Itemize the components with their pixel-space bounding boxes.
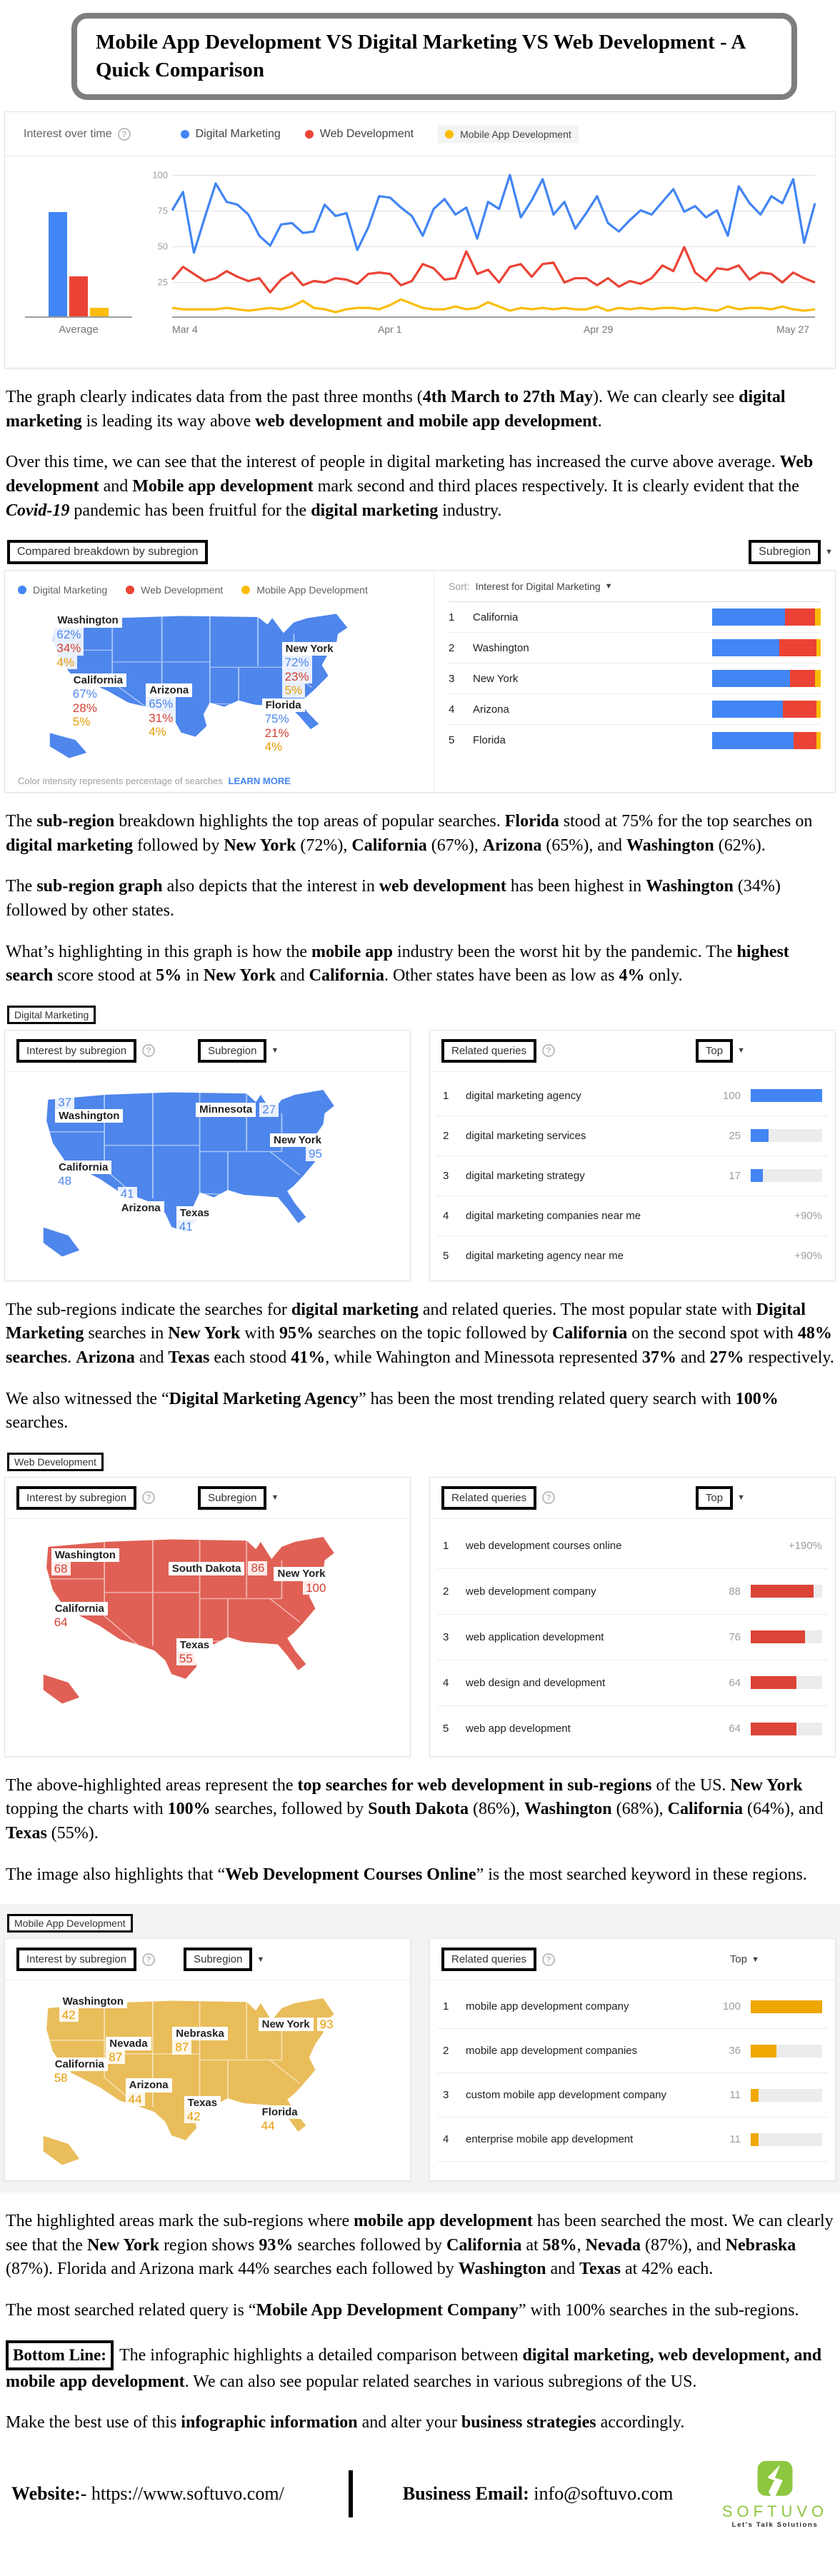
dm-us-map[interactable] — [12, 1076, 403, 1268]
email-label: Business Email: — [402, 2483, 529, 2505]
ranking-row-arizona[interactable]: 4 Arizona — [449, 694, 821, 725]
digital-marketing-section-header — [7, 1006, 833, 1024]
query-row[interactable]: 1 digital marketing agency 100 — [437, 1076, 828, 1116]
interest-over-time-card — [4, 111, 836, 369]
yellow-dot-icon — [241, 586, 250, 594]
top-dropdown[interactable]: Top — [696, 1039, 733, 1063]
stacked-bar — [712, 732, 821, 749]
query-row[interactable]: 1 mobile app development company 100 — [437, 1985, 828, 2029]
web-development-section — [4, 1477, 836, 1757]
paragraph-dm-agency-query: We also witnessed the “Digital Marketing Agency” has been the most trending related query search with 100% searches. — [6, 1389, 779, 1433]
paragraph-mad-subregions: The highlighted areas mark the sub-regions where mobile app development has been searched the most. We can clearly see that the New York region shows 93% searches followed by California at 58%, Nevada (87%), and Nebraska (87%). Florida and Arizona mark 44% searches each followed by Washington and Texas at 42% each. — [6, 2212, 834, 2279]
query-row[interactable]: 4 web design and development 64 — [437, 1660, 828, 1706]
footer-divider — [349, 2470, 353, 2517]
blue-dot-icon — [18, 586, 26, 594]
chevron-down-icon[interactable]: ▼ — [271, 1493, 279, 1503]
chevron-down-icon[interactable]: ▼ — [271, 1046, 279, 1056]
query-row[interactable]: 2 mobile app development companies 36 — [437, 2029, 828, 2073]
ranking-row-new-york[interactable]: 3 New York — [449, 663, 821, 694]
compared-map-panel — [5, 571, 434, 792]
dm-related-queries-card — [429, 1030, 836, 1281]
query-row[interactable]: 4 enterprise mobile app development 11 — [437, 2118, 828, 2162]
chevron-down-icon[interactable]: ▼ — [604, 581, 613, 591]
paragraph-dm-subregions: The sub-regions indicate the searches for digital marketing and related queries. The most popular state with Digital Marketing searches in New York with 95% searches on the topic followed by California on the second spot with 48% searches. Arizona and Texas each stood 41%, while Wahington and Minessota represented 37% and 27% respectively. — [6, 1300, 834, 1367]
wd-interest-by-subregion-card — [4, 1477, 411, 1757]
dm-map-header — [5, 1031, 410, 1072]
query-row[interactable]: 5 digital marketing agency near me +90% — [443, 1250, 822, 1263]
average-bar-chart — [25, 175, 132, 342]
red-dot-icon — [126, 586, 134, 594]
average-bar-digital-marketing[interactable] — [49, 212, 67, 316]
mobile-app-section — [0, 1904, 840, 2192]
sort-dropdown[interactable]: Interest for Digital Marketing — [475, 580, 601, 592]
yellow-dot-icon — [445, 130, 454, 139]
chevron-down-icon[interactable]: ▼ — [256, 1955, 265, 1964]
mobile-app-section-label: Mobile App Development — [7, 1914, 133, 1933]
chart-legend — [181, 126, 579, 143]
paragraph-closing: Make the best use of this infographic information and alter your business strategies accordingly. — [6, 2413, 685, 2432]
map-label-new-york: New York 95 — [270, 1133, 325, 1161]
query-row[interactable]: 1 web development courses online +190% — [437, 1523, 828, 1569]
paragraph-trend-summary: The graph clearly indicates data from the past three months (4th March to 27th May). We can clearly see digital marketing is leading its way above web development and mobile app development. — [6, 388, 786, 431]
map-label-arizona: Arizona 65% 31% 4% — [146, 683, 192, 739]
red-dot-icon — [305, 130, 314, 139]
digital-marketing-section-label: Digital Marketing — [7, 1006, 96, 1024]
map-label-florida: Florida 44 — [259, 2105, 301, 2133]
compared-breakdown-card — [4, 570, 836, 793]
subregion-dropdown[interactable]: Subregion — [198, 1039, 266, 1063]
softuvo-logo-text: SOFTUVO — [721, 2502, 829, 2520]
map-label-nebraska: Nebraska 87 — [172, 2027, 228, 2055]
mad-map-header — [5, 1939, 410, 1980]
y-tick-25: 25 — [157, 276, 168, 288]
query-bar — [751, 1630, 822, 1643]
x-tick-may27: May 27 — [776, 324, 809, 336]
dm-map-body — [5, 1072, 410, 1272]
compared-ranking-panel — [434, 571, 835, 792]
map-label-new-york: New York 93 — [259, 2018, 336, 2032]
map-label-texas: Texas 42 — [184, 2096, 221, 2124]
mad-queries-list — [430, 1980, 835, 2166]
compared-breakdown-section — [0, 540, 840, 793]
subregion-dropdown[interactable]: Subregion — [749, 540, 821, 564]
help-icon[interactable]: ? — [542, 1044, 555, 1057]
map-label-california: California 58 — [51, 2058, 108, 2085]
query-bar — [751, 1676, 822, 1689]
query-row[interactable]: 5 web app development 64 — [437, 1706, 828, 1752]
interest-over-time-header — [5, 112, 835, 156]
paragraph-bottom-line: Bottom Line: The infographic highlights a detailed comparison between digital marketing, web development, and mobile app development. We can also see popular related searches in various subregions of the US. — [6, 2340, 834, 2395]
query-bar — [751, 1129, 822, 1142]
mad-queries-header — [430, 1939, 835, 1980]
sort-label: Sort: — [449, 580, 470, 592]
ranking-row-washington[interactable]: 2 Washington — [449, 633, 821, 663]
map-label-nevada: Nevada 87 — [106, 2037, 151, 2065]
x-tick-apr29: Apr 29 — [584, 324, 614, 336]
legend-item-web-development: Web Development — [305, 128, 414, 141]
line-chart[interactable] — [152, 169, 815, 342]
interest-by-subregion-label: Interest by subregion — [16, 1948, 136, 1971]
map-label-arizona: Arizona 44 — [126, 2078, 172, 2106]
stacked-bar — [712, 701, 821, 718]
interest-by-subregion-label: Interest by subregion — [16, 1486, 136, 1510]
legend-item-mobile-app-development: Mobile App Development — [241, 584, 368, 596]
average-bars — [25, 175, 132, 318]
x-axis-labels — [172, 324, 815, 342]
top-dropdown[interactable]: Top — [696, 1486, 733, 1510]
paragraph-mad-company-query: The most searched related query is “Mobile App Development Company” with 100% searches in the sub-regions. — [6, 2300, 799, 2320]
chevron-down-icon[interactable]: ▼ — [751, 1955, 759, 1964]
ranking-row-california[interactable]: 1 California — [449, 602, 821, 633]
mad-interest-by-subregion-card — [4, 1938, 411, 2181]
wd-map-body — [5, 1519, 410, 1719]
website-label: Website:- — [11, 2483, 87, 2505]
mobile-app-cards — [4, 1938, 836, 2181]
query-row[interactable]: 3 web application development 76 — [437, 1615, 828, 1660]
legend-item-mobile-app-development: Mobile App Development — [438, 126, 579, 143]
map-label-new-york: New York 72% 23% 5% — [282, 642, 337, 698]
help-icon[interactable]: ? — [118, 128, 131, 141]
help-icon[interactable]: ? — [142, 1953, 155, 1966]
compared-map-legend — [18, 578, 434, 602]
map-label-arizona: 41 Arizona — [118, 1187, 164, 1215]
x-tick-mar4: Mar 4 — [172, 324, 198, 336]
color-intensity-note: Color intensity represents percentage of searches LEARN MORE — [18, 776, 291, 787]
stacked-bar — [712, 608, 821, 626]
wd-us-map[interactable] — [12, 1523, 403, 1715]
query-row[interactable]: 3 custom mobile app development company 11 — [437, 2073, 828, 2118]
map-label-south-dakota: South Dakota 86 — [169, 1561, 268, 1575]
related-queries-label: Related queries — [441, 1039, 536, 1063]
paragraph-wd-subregions: The above-highlighted areas represent the top searches for web development in sub-regions of the US. New York topping the charts with 100% searches, followed by South Dakota (86%), Washington (68%), California (64%), and Texas (55%). — [6, 1775, 824, 1843]
wd-queries-list — [430, 1519, 835, 1756]
map-label-washington: Washington 42 — [59, 1995, 127, 2023]
related-queries-label: Related queries — [441, 1486, 536, 1510]
average-bar-web-development[interactable] — [69, 276, 88, 316]
legend-item-digital-marketing: Digital Marketing — [18, 584, 107, 596]
blue-dot-icon — [181, 130, 189, 139]
website-link[interactable]: https://www.softuvo.com/ — [91, 2483, 284, 2505]
related-queries-label: Related queries — [441, 1948, 536, 1971]
map-label-minnesota: Minnesota 27 — [196, 1103, 279, 1117]
query-bar — [751, 2000, 822, 2013]
interest-over-time-body — [5, 156, 835, 342]
average-bar-mobile-app-development[interactable] — [90, 308, 109, 316]
help-icon[interactable]: ? — [542, 1953, 555, 1966]
paragraph-web-dev-subregion: The sub-region graph also depicts that the interest in web development has been highest in Washington (34%) followed by other states. — [6, 877, 781, 921]
ranking-row-florida[interactable]: 5 Florida — [449, 725, 821, 756]
line-chart-plot-area[interactable] — [152, 169, 815, 318]
map-label-washington: Washington 68 — [51, 1548, 119, 1576]
page-title: Mobile App Development VS Digital Marketing VS Web Development - A Quick Comparison — [96, 31, 745, 82]
softuvo-logo-tagline: Let's Talk Solutions — [731, 2520, 819, 2529]
interest-over-time-label: Interest over time — [24, 127, 112, 140]
map-label-washington: Washington 62% 34% 4% — [54, 613, 121, 669]
y-tick-50: 50 — [157, 241, 168, 252]
query-bar — [751, 2133, 822, 2146]
compared-us-map[interactable] — [18, 602, 418, 768]
map-label-new-york: New York 100 — [274, 1567, 329, 1595]
dm-queries-header — [430, 1031, 835, 1072]
map-label-washington: 37 Washington — [55, 1096, 123, 1123]
stacked-bar — [712, 639, 821, 656]
web-development-section-header — [7, 1453, 833, 1471]
compared-breakdown-label: Compared breakdown by subregion — [7, 540, 208, 564]
interest-by-subregion-label: Interest by subregion — [16, 1039, 136, 1063]
help-icon[interactable]: ? — [142, 1044, 155, 1057]
x-tick-apr1: Apr 1 — [378, 324, 402, 336]
mad-us-map[interactable] — [12, 1985, 403, 2176]
map-label-california: California 64 — [51, 1602, 108, 1630]
help-icon[interactable]: ? — [542, 1491, 555, 1504]
wd-map-header — [5, 1478, 410, 1519]
web-development-section-label: Web Development — [7, 1453, 104, 1471]
bottom-line-label: Bottom Line: — [6, 2340, 114, 2370]
trend-lines — [172, 175, 815, 316]
wd-related-queries-card — [429, 1477, 836, 1757]
email-link[interactable]: info@softuvo.com — [534, 2483, 674, 2505]
map-label-california: California 48 — [55, 1161, 111, 1188]
digital-marketing-section — [4, 1030, 836, 1281]
wd-queries-header — [430, 1478, 835, 1519]
chevron-down-icon[interactable]: ▼ — [825, 548, 833, 557]
help-icon[interactable]: ? — [142, 1491, 155, 1504]
map-label-texas: Texas 55 — [176, 1638, 213, 1666]
learn-more-link[interactable]: LEARN MORE — [228, 776, 291, 787]
y-tick-100: 100 — [152, 169, 168, 181]
sort-row — [449, 571, 821, 602]
paragraph-trend-analysis: Over this time, we can see that the interest of people in digital marketing has increased the curve above average. Web development and Mobile app development mark second and third places respectively. It is clearly evident that the Covid-19 pandemic has been fruitful for the digital marketing industry. — [6, 453, 814, 520]
query-bar — [751, 1089, 822, 1102]
map-label-california: California 67% 28% 5% — [70, 673, 126, 729]
query-bar — [751, 1585, 822, 1598]
legend-item-web-development: Web Development — [126, 584, 223, 596]
paragraph-mobile-app-hit: What’s highlighting in this graph is how the mobile app industry been the worst hit by the pandemic. The highest search score stood at 5% in New York and California. Other states have been as low as 4% only. — [6, 942, 789, 986]
dm-queries-list — [430, 1072, 835, 1281]
query-row[interactable]: 2 web development company 88 — [437, 1569, 828, 1615]
y-tick-75: 75 — [157, 205, 168, 216]
softuvo-logo-icon — [754, 2460, 796, 2501]
paragraph-wd-courses-query: The image also highlights that “Web Development Courses Online” is the most searched keyword in these regions. — [6, 1865, 807, 1884]
query-bar — [751, 2045, 822, 2058]
average-axis-label: Average — [59, 324, 99, 336]
query-bar — [751, 1723, 822, 1735]
top-dropdown[interactable]: Top — [729, 1953, 748, 1966]
legend-item-digital-marketing: Digital Marketing — [181, 128, 281, 141]
softuvo-logo — [721, 2460, 829, 2529]
subregion-dropdown[interactable]: Subregion — [198, 1486, 266, 1510]
map-label-florida: Florida 75% 21% 4% — [262, 698, 305, 754]
map-label-texas: Texas 41 — [176, 1206, 213, 1234]
email-info — [403, 2483, 674, 2505]
query-bar — [751, 2089, 822, 2102]
chevron-down-icon[interactable]: ▼ — [737, 1493, 745, 1503]
query-bar — [751, 1169, 822, 1182]
chevron-down-icon[interactable]: ▼ — [737, 1046, 745, 1056]
query-row[interactable]: 4 digital marketing companies near me +90% — [437, 1196, 828, 1236]
footer — [0, 2452, 840, 2547]
stacked-bar — [712, 670, 821, 687]
query-row[interactable]: 3 digital marketing strategy 17 — [437, 1156, 828, 1196]
mad-related-queries-card — [429, 1938, 836, 2181]
paragraph-subregion-breakdown: The sub-region breakdown highlights the top areas of popular searches. Florida stood at 75% for the top searches on digital marketing followed by New York (72%), California (67%), Arizona (65%), and Washington (62%). — [6, 812, 813, 855]
subregion-dropdown[interactable]: Subregion — [184, 1948, 252, 1971]
mad-map-body — [5, 1980, 410, 2180]
title-box — [71, 13, 797, 100]
compared-breakdown-header — [7, 540, 833, 564]
dm-interest-by-subregion-card — [4, 1030, 411, 1281]
query-row[interactable]: 2 digital marketing services 25 — [437, 1116, 828, 1156]
mobile-app-section-header — [7, 1914, 833, 1933]
website-info — [11, 2483, 284, 2505]
